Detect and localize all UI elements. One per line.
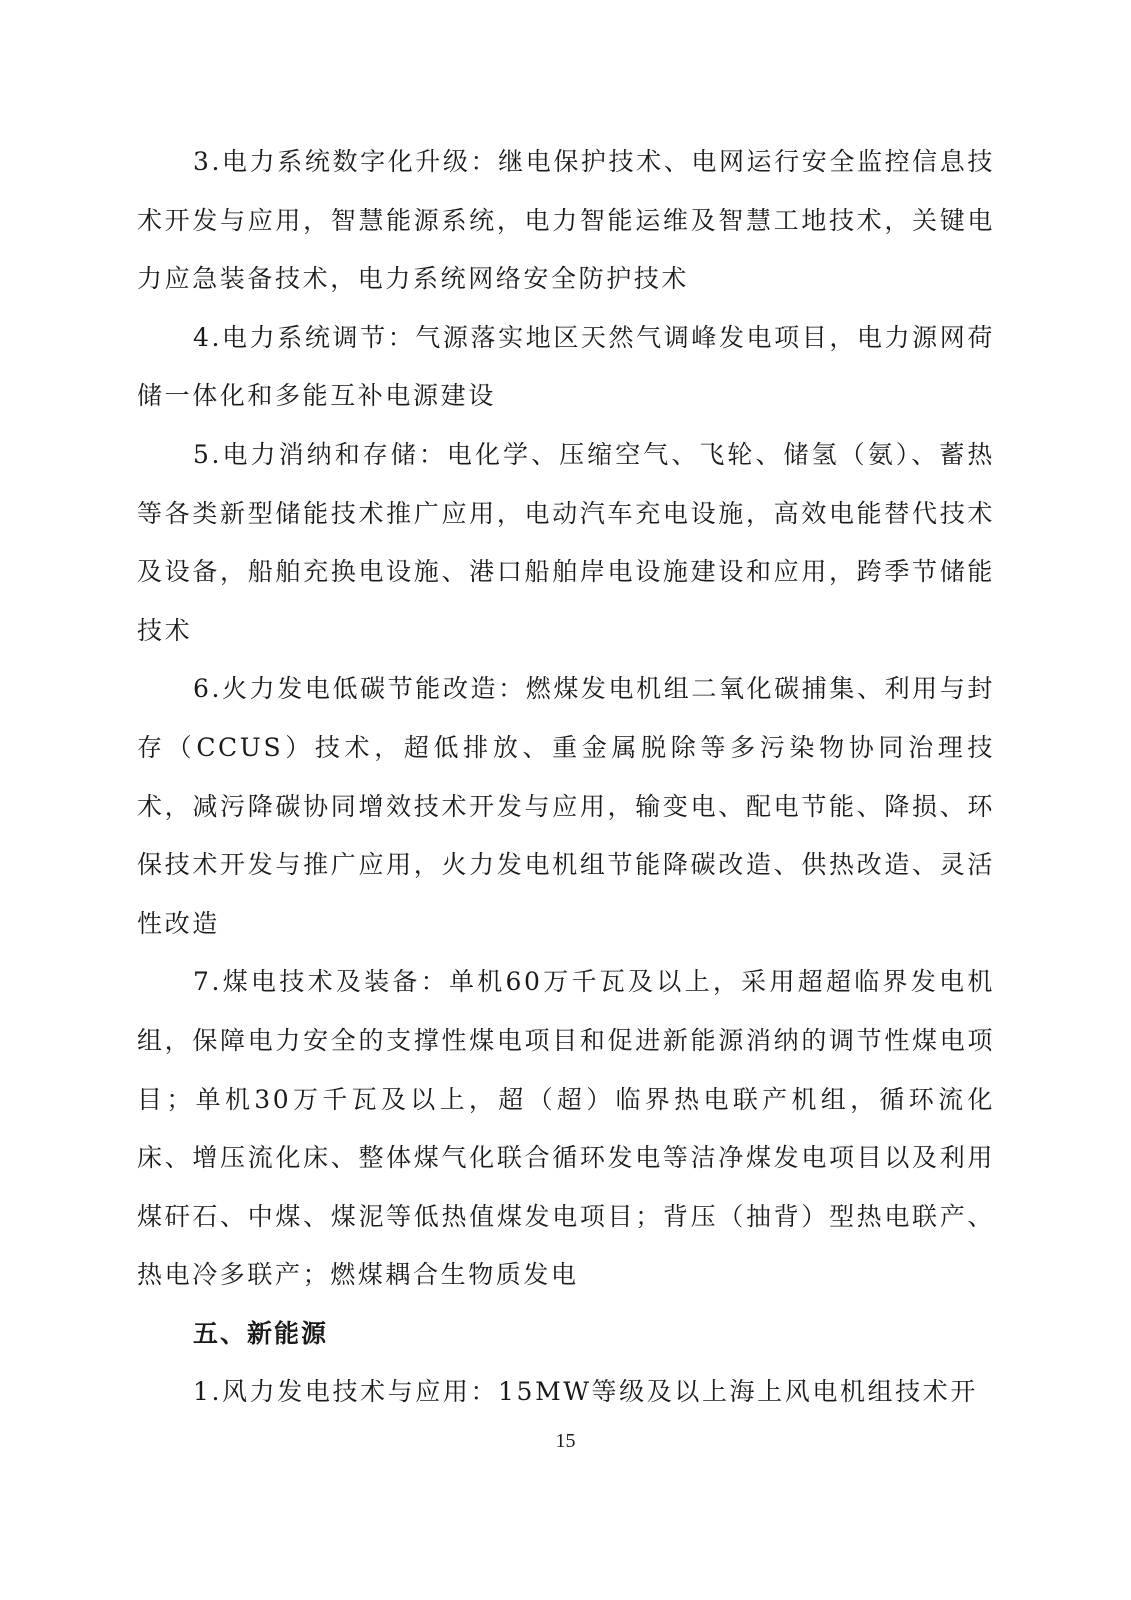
paragraph-item-6: 6.火力发电低碳节能改造：燃煤发电机组二氧化碳捕集、利用与封存（CCUS）技术，超低排放、重金属脱除等多污染物协同治理技术，减污降碳协同增效技术开发与应用，输变电、配电节能、降损、环保技术开发与推广应用，火力发电机组节能降碳改造、供热改造、灵活性改造: [137, 674, 995, 938]
page-number: 15: [555, 1430, 576, 1452]
paragraph-item-1: 1.风力发电技术与应用：15MW等级及以上海上风电机组技术开: [193, 1377, 978, 1407]
document-body: [137, 133, 995, 1422]
paragraph-item-3: 3.电力系统数字化升级：继电保护技术、电网运行安全监控信息技术开发与应用，智慧能源系统，电力智能运维及智慧工地技术，关键电力应急装备技术，电力系统网络安全防护技术: [137, 147, 995, 294]
paragraph-item-4: 4.电力系统调节：气源落实地区天然气调峰发电项目，电力源网荷储一体化和多能互补电源建设: [137, 322, 995, 411]
paragraph-item-7: 7.煤电技术及装备：单机60万千瓦及以上，采用超超临界发电机组，保障电力安全的支撑性煤电项目和促进新能源消纳的调节性煤电项目；单机30万千瓦及以上，超（超）临界热电联产机组，循环流化床、增压流化床、整体煤气化联合循环发电等洁净煤发电项目以及利用煤矸石、中煤、煤泥等低热值煤发电项目；背压（抽背）型热电联产、热电冷多联产；燃煤耦合生物质发电: [137, 967, 995, 1290]
section-heading: 五、新能源: [193, 1318, 329, 1348]
paragraph-item-5: 5.电力消纳和存储：电化学、压缩空气、飞轮、储氢（氨）、蓄热等各类新型储能技术推广应用，电动汽车充电设施，高效电能替代技术及设备，船舶充换电设施、港口船舶岸电设施建设和应用，跨季节储能技术: [137, 439, 995, 645]
